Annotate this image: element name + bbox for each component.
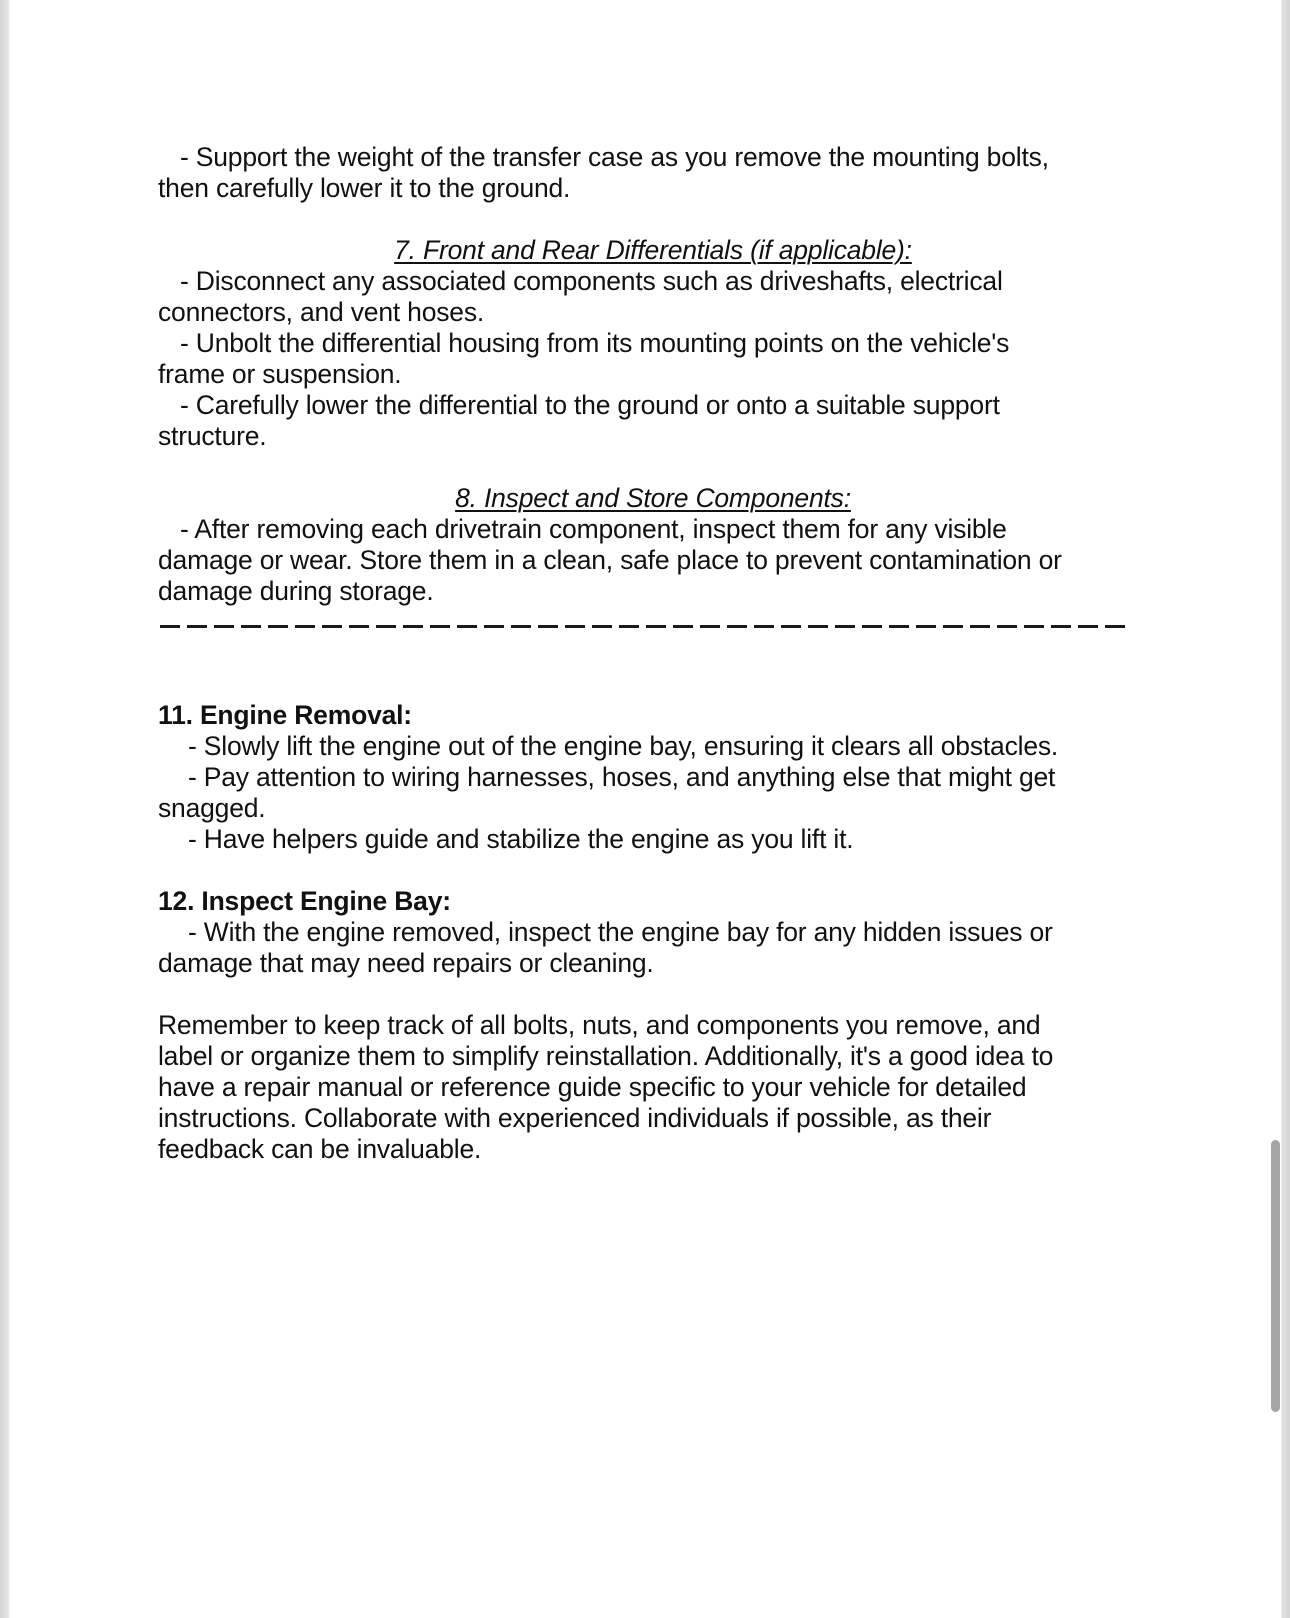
bullet-text-cont: snagged. [158, 793, 266, 823]
section-11-bullet [158, 824, 1148, 855]
section-7-bullet [158, 390, 1148, 452]
bullet-text: - Have helpers guide and stabilize the engine as you lift it. [188, 824, 854, 854]
section-8-bullet [158, 514, 1148, 607]
bullet-text: - After removing each drivetrain component, inspect them for any visible [180, 514, 1007, 544]
closing-line: instructions. Collaborate with experienced individuals if possible, as their [158, 1103, 992, 1133]
document-page [10, 0, 1281, 1618]
bullet-text-cont: damage during storage. [158, 576, 434, 606]
section-11-heading: 11. Engine Removal: [158, 700, 412, 730]
section-8-heading: 8. Inspect and Store Components: [455, 483, 851, 513]
closing-line: have a repair manual or reference guide specific to your vehicle for detailed [158, 1072, 1027, 1102]
bullet-text: - Disconnect any associated components such as driveshafts, electrical [180, 266, 1003, 296]
closing-line: Remember to keep track of all bolts, nuts, and components you remove, and [158, 1010, 1041, 1040]
bullet-text: - With the engine removed, inspect the engine bay for any hidden issues or [188, 917, 1053, 947]
bullet-text: - Pay attention to wiring harnesses, hoses, and anything else that might get [188, 762, 1056, 792]
bullet-text-cont: connectors, and vent hoses. [158, 297, 485, 327]
document-content [158, 142, 1148, 1165]
intro-bullet [158, 142, 1148, 204]
section-12-bullet [158, 917, 1148, 979]
scrollbar-thumb[interactable] [1271, 1140, 1280, 1412]
closing-line: feedback can be invaluable. [158, 1134, 482, 1164]
bullet-text: - Slowly lift the engine out of the engine bay, ensuring it clears all obstacles. [188, 731, 1059, 761]
bullet-text-cont: damage that may need repairs or cleaning. [158, 948, 654, 978]
bullet-text: - Support the weight of the transfer case as you remove the mounting bolts, [180, 142, 1049, 172]
section-7-bullet [158, 328, 1148, 390]
section-7-heading: 7. Front and Rear Differentials (if applicable): [394, 235, 912, 265]
closing-line: label or organize them to simplify reinstallation. Additionally, it's a good idea to [158, 1041, 1054, 1071]
section-7-bullet [158, 266, 1148, 328]
closing-paragraph [158, 1010, 1148, 1165]
bullet-text: - Unbolt the differential housing from its mounting points on the vehicle's [180, 328, 1010, 358]
bullet-text-cont: damage or wear. Store them in a clean, safe place to prevent contamination or [158, 545, 1062, 575]
bullet-text-cont: frame or suspension. [158, 359, 402, 389]
vertical-scrollbar[interactable] [1271, 0, 1281, 1618]
bullet-text-cont: structure. [158, 421, 267, 451]
bullet-text-cont: then carefully lower it to the ground. [158, 173, 571, 203]
bullet-text: - Carefully lower the differential to the ground or onto a suitable support [180, 390, 1000, 420]
section-11-bullet [158, 731, 1148, 762]
section-11-bullet [158, 762, 1148, 824]
section-12-heading: 12. Inspect Engine Bay: [158, 886, 451, 916]
